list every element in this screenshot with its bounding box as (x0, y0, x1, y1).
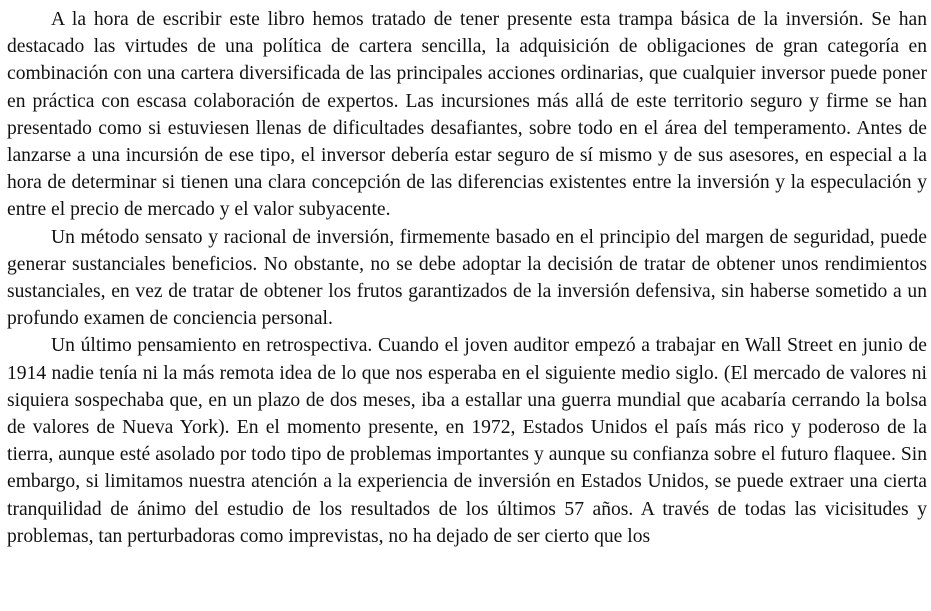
paragraph-3: Un último pensamiento en retrospectiva. Cuando el joven auditor empezó a trabajar en Wall Street en junio de 1914 nadie tenía ni la más remota idea de lo que nos esperaba en el siguiente medio siglo. (El mercado de valores ni siquiera sospechaba que, en un plazo de dos meses, iba a estallar una guerra mundial que acabaría cerrando la bolsa de valores de Nueva York). En el momento presente, en 1972, Estados Unidos el país más rico y poderoso de la tierra, aunque esté asolado por todo tipo de problemas importantes y aunque su confianza sobre el futuro flaquee. Sin embargo, si limitamos nuestra atención a la experiencia de inversión en Estados Unidos, se puede extraer una cierta tranquilidad de ánimo del estudio de los resultados de los últimos 57 años. A través de todas las vicisitudes y problemas, tan perturbadoras como imprevistas, no ha dejado de ser cierto que los (7, 335, 927, 547)
paragraph-1: A la hora de escribir este libro hemos tratado de tener presente esta trampa básica de la inversión. Se han destacado las virtudes de una política de cartera sencilla, la adquisición de obligaciones de gran categoría en combinación con una cartera diversificada de las principales acciones ordinarias, que cualquier inversor puede poner en práctica con escasa colaboración de expertos. Las incursiones más allá de este territorio seguro y firme se han presentado como si estuviesen llenas de dificultades desafiantes, sobre todo en el área del temperamento. Antes de lanzarse a una incursión de ese tipo, el inversor debería estar seguro de sí mismo y de sus asesores, en especial a la hora de determinar si tienen una clara concepción de las diferencias existentes entre la inversión y la especulación y entre el precio de mercado y el valor subyacente. (7, 9, 927, 221)
paragraph-2: Un método sensato y racional de inversión, firmemente basado en el principio del margen de seguridad, puede generar sustanciales beneficios. No obstante, no se debe adoptar la decisión de tratar de obtener unos rendimientos sustanciales, en vez de tratar de obtener los frutos garantizados de la inversión defensiva, sin haberse sometido a un profundo examen de conciencia personal. (7, 226, 927, 330)
